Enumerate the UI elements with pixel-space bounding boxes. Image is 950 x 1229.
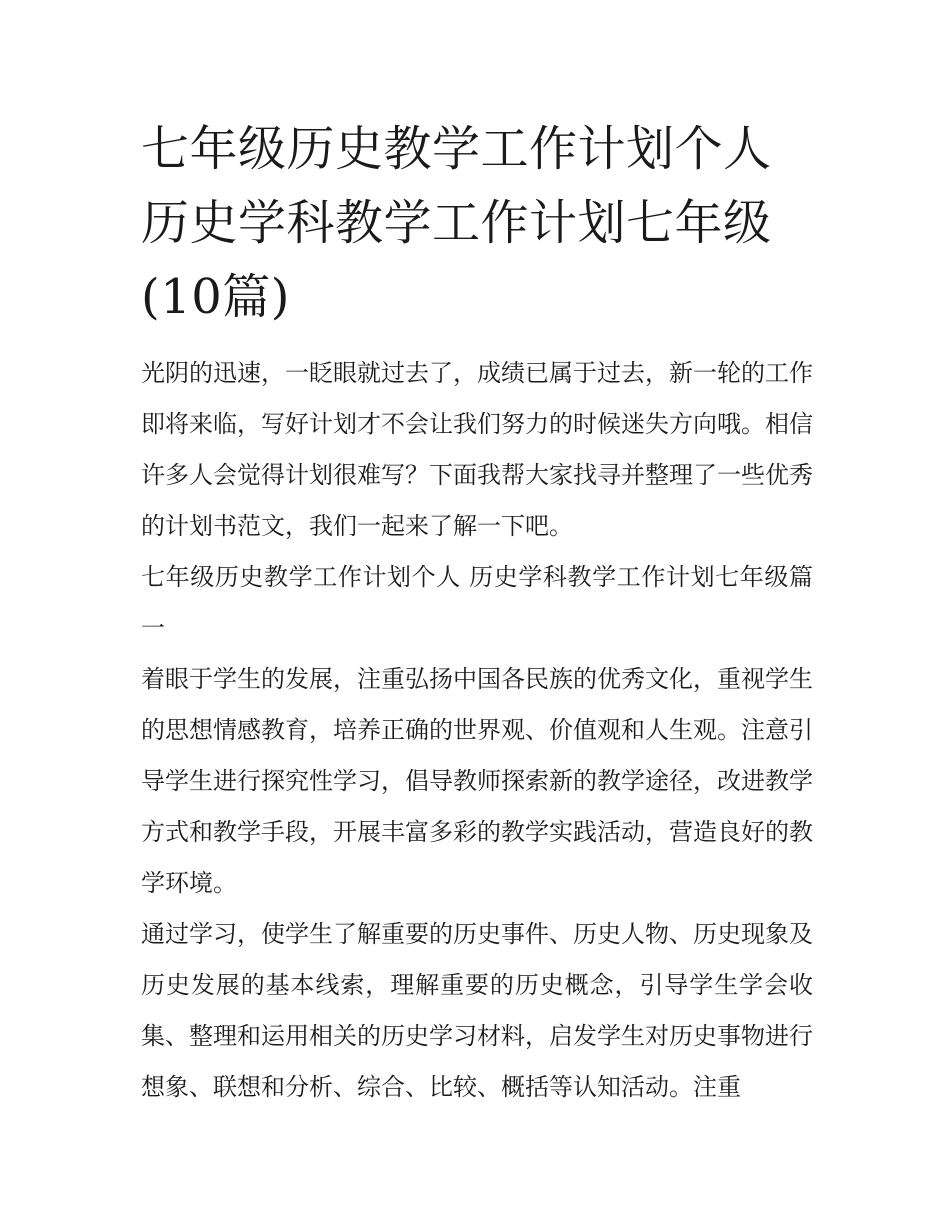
- paragraph-goals: 着眼于学生的发展，注重弘扬中国各民族的优秀文化，重视学生的思想情感教育，培养正确的世界观、价值观和人生观。注意引导学生进行探究性学习，倡导教师探索新的教学途径，改进教学方式和教学手段，开展丰富多彩的教学实践活动，营造良好的教学环境。: [141, 665, 813, 897]
- document-body: [141, 112, 813, 1113]
- section-heading: 七年级历史教学工作计划个人 历史学科教学工作计划七年级篇一: [141, 563, 813, 642]
- paragraph-learning: 通过学习，使学生了解重要的历史事件、历史人物、历史现象及历史发展的基本线索，理解重要的历史概念，引导学生学会收集、整理和运用相关的历史学习材料，启发学生对历史事物进行想象、联想和分析、综合、比较、概括等认知活动。注重: [141, 920, 813, 1101]
- paragraph-intro: 光阴的迅速，一眨眼就过去了，成绩已属于过去，新一轮的工作即将来临，写好计划才不会让我们努力的时候迷失方向哦。相信许多人会觉得计划很难写？下面我帮大家找寻并整理了一些优秀的计划书范文，我们一起来了解一下吧。: [141, 359, 813, 540]
- document-title: 七年级历史教学工作计划个人 历史学科教学工作计划七年级(10篇): [141, 121, 772, 325]
